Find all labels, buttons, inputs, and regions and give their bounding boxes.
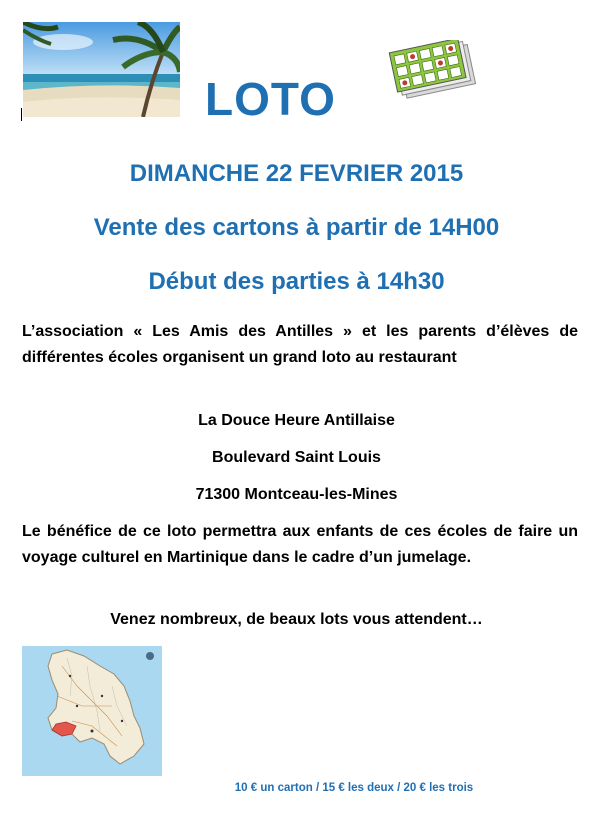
venue-city-text: 71300 Montceau-les-Mines [195, 486, 398, 503]
venue-city [0, 486, 593, 504]
event-date: DIMANCHE 22 FEVRIER 2015 [129, 160, 464, 187]
loto-cards-icon [388, 40, 480, 102]
start-time: Début des parties à 14h30 [148, 268, 445, 295]
martinique-map [22, 646, 162, 776]
purpose-paragraph: Le bénéfice de ce loto permettra aux enfants de ces écoles de faire un voyage culturel en Martinique dans le cadre d’un jumelage. [22, 523, 578, 566]
price-line: 10 € un carton / 15 € les deux / 20 € les trois [234, 782, 474, 794]
page-title: LOTO [205, 73, 336, 125]
beach-photo [23, 22, 180, 117]
invitation-line: Venez nombreux, de beaux lots vous attendent… [110, 611, 483, 628]
venue-street: Boulevard Saint Louis [212, 449, 381, 466]
text-cursor [21, 108, 22, 121]
venue-name: La Douce Heure Antillaise [198, 412, 395, 429]
sale-time: Vente des cartons à partir de 14H00 [93, 214, 500, 241]
intro-paragraph: L’association « Les Amis des Antilles » et les parents d’élèves de différentes écoles organisent un grand loto au restaurant [22, 323, 578, 366]
